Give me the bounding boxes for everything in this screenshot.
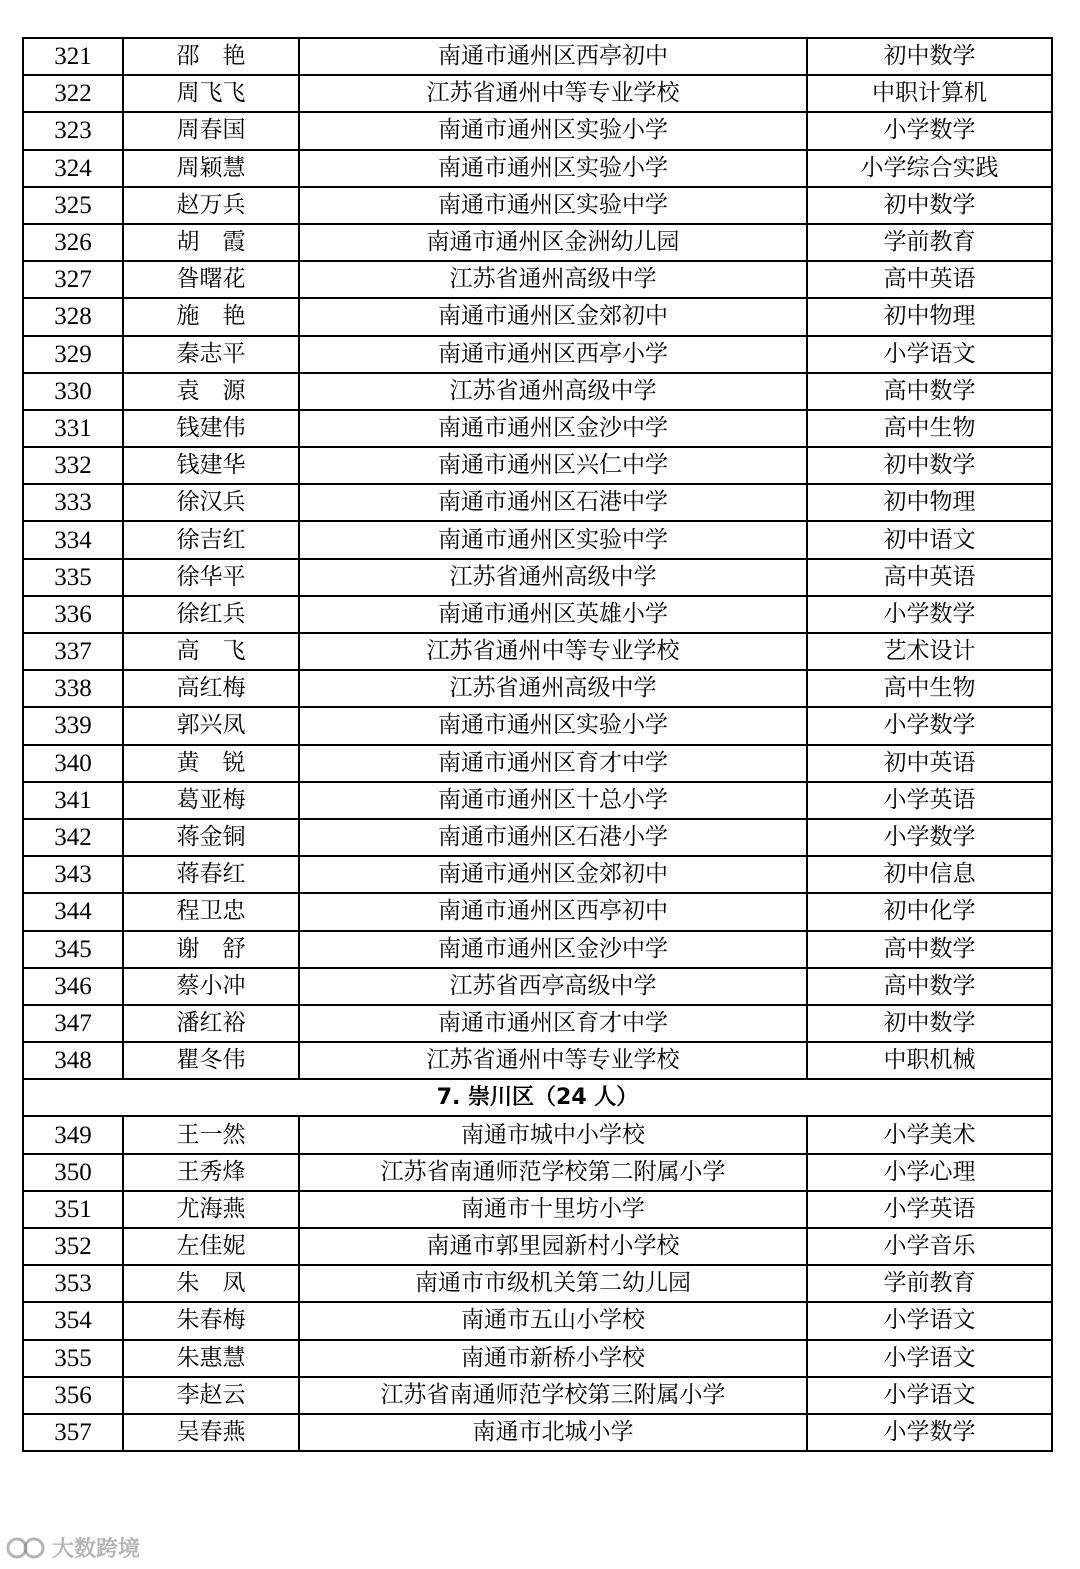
school-name: 南通市通州区实验小学 — [299, 112, 807, 149]
subject: 小学数学 — [807, 707, 1052, 744]
teacher-name: 高 飞 — [123, 633, 299, 670]
teacher-name: 施 艳 — [123, 298, 299, 335]
school-name: 江苏省通州中等专业学校 — [299, 633, 807, 670]
row-number: 350 — [23, 1154, 123, 1191]
school-name: 南通市通州区十总小学 — [299, 782, 807, 819]
teacher-name: 周飞飞 — [123, 75, 299, 112]
table-row — [23, 1265, 1052, 1302]
table-row — [23, 1302, 1052, 1339]
row-number: 324 — [23, 150, 123, 187]
teacher-name: 朱春梅 — [123, 1302, 299, 1339]
table-row — [23, 1116, 1052, 1153]
table-row — [23, 856, 1052, 893]
subject: 高中生物 — [807, 670, 1052, 707]
school-name: 江苏省通州高级中学 — [299, 670, 807, 707]
school-name: 南通市新桥小学校 — [299, 1340, 807, 1377]
table-row — [23, 782, 1052, 819]
school-name: 南通市通州区金沙中学 — [299, 410, 807, 447]
school-name: 南通市通州区西亭初中 — [299, 893, 807, 930]
teacher-name: 左佳妮 — [123, 1228, 299, 1265]
row-number: 348 — [23, 1042, 123, 1079]
table-row — [23, 373, 1052, 410]
teacher-name: 葛亚梅 — [123, 782, 299, 819]
teacher-name: 高红梅 — [123, 670, 299, 707]
subject: 高中英语 — [807, 559, 1052, 596]
school-name: 南通市通州区西亭小学 — [299, 336, 807, 373]
table-row — [23, 931, 1052, 968]
school-name: 江苏省通州中等专业学校 — [299, 75, 807, 112]
row-number: 338 — [23, 670, 123, 707]
row-number: 356 — [23, 1377, 123, 1414]
table-row — [23, 261, 1052, 298]
row-number: 351 — [23, 1191, 123, 1228]
row-number: 357 — [23, 1414, 123, 1451]
school-name: 江苏省通州中等专业学校 — [299, 1042, 807, 1079]
subject: 初中化学 — [807, 893, 1052, 930]
row-number: 345 — [23, 931, 123, 968]
teacher-name: 程卫忠 — [123, 893, 299, 930]
table-row — [23, 633, 1052, 670]
school-name: 江苏省南通师范学校第三附属小学 — [299, 1377, 807, 1414]
school-name: 南通市通州区石港中学 — [299, 484, 807, 521]
row-number: 328 — [23, 298, 123, 335]
subject: 艺术设计 — [807, 633, 1052, 670]
school-name: 南通市五山小学校 — [299, 1302, 807, 1339]
school-name: 南通市十里坊小学 — [299, 1191, 807, 1228]
table-body — [23, 38, 1052, 1451]
table-row — [23, 150, 1052, 187]
table-row — [23, 596, 1052, 633]
school-name: 江苏省通州高级中学 — [299, 261, 807, 298]
subject: 高中数学 — [807, 931, 1052, 968]
row-number: 342 — [23, 819, 123, 856]
table-row — [23, 447, 1052, 484]
school-name: 南通市通州区实验小学 — [299, 150, 807, 187]
table-row — [23, 484, 1052, 521]
table-row — [23, 187, 1052, 224]
teacher-name: 赵万兵 — [123, 187, 299, 224]
teacher-name: 徐华平 — [123, 559, 299, 596]
row-number: 353 — [23, 1265, 123, 1302]
subject: 高中生物 — [807, 410, 1052, 447]
subject: 小学数学 — [807, 596, 1052, 633]
teacher-name: 李赵云 — [123, 1377, 299, 1414]
table-row — [23, 745, 1052, 782]
subject: 中职计算机 — [807, 75, 1052, 112]
teacher-name: 蒋春红 — [123, 856, 299, 893]
row-number: 340 — [23, 745, 123, 782]
table-row — [23, 224, 1052, 261]
teacher-name: 尤海燕 — [123, 1191, 299, 1228]
row-number: 334 — [23, 521, 123, 558]
table-row — [23, 298, 1052, 335]
row-number: 322 — [23, 75, 123, 112]
row-number: 326 — [23, 224, 123, 261]
teacher-name: 周春国 — [123, 112, 299, 149]
subject: 初中数学 — [807, 447, 1052, 484]
subject: 学前教育 — [807, 224, 1052, 261]
row-number: 349 — [23, 1116, 123, 1153]
table-row — [23, 819, 1052, 856]
teacher-name: 胡 霞 — [123, 224, 299, 261]
table-row — [23, 336, 1052, 373]
subject: 初中数学 — [807, 1005, 1052, 1042]
school-name: 南通市通州区金郊初中 — [299, 856, 807, 893]
school-name: 南通市通州区石港小学 — [299, 819, 807, 856]
table-row — [23, 75, 1052, 112]
school-name: 南通市通州区金郊初中 — [299, 298, 807, 335]
row-number: 335 — [23, 559, 123, 596]
teacher-name: 吴春燕 — [123, 1414, 299, 1451]
row-number: 323 — [23, 112, 123, 149]
watermark-text: 大数跨境 — [52, 1537, 141, 1562]
teacher-name: 蒋金铜 — [123, 819, 299, 856]
subject: 小学语文 — [807, 1377, 1052, 1414]
subject: 初中英语 — [807, 745, 1052, 782]
school-name: 江苏省南通师范学校第二附属小学 — [299, 1154, 807, 1191]
subject: 中职机械 — [807, 1042, 1052, 1079]
row-number: 327 — [23, 261, 123, 298]
subject: 小学综合实践 — [807, 150, 1052, 187]
row-number: 352 — [23, 1228, 123, 1265]
table-row — [23, 968, 1052, 1005]
school-name: 江苏省通州高级中学 — [299, 559, 807, 596]
teacher-name: 钱建伟 — [123, 410, 299, 447]
teacher-name: 秦志平 — [123, 336, 299, 373]
teacher-name: 潘红裕 — [123, 1005, 299, 1042]
subject: 小学英语 — [807, 782, 1052, 819]
teacher-name: 蔡小冲 — [123, 968, 299, 1005]
subject: 小学心理 — [807, 1154, 1052, 1191]
section-title: 7. 崇川区（24 人） — [23, 1079, 1052, 1116]
teacher-name: 谢 舒 — [123, 931, 299, 968]
row-number: 346 — [23, 968, 123, 1005]
subject: 高中英语 — [807, 261, 1052, 298]
row-number: 343 — [23, 856, 123, 893]
row-number: 354 — [23, 1302, 123, 1339]
teacher-name: 徐红兵 — [123, 596, 299, 633]
row-number: 355 — [23, 1340, 123, 1377]
school-name: 南通市通州区育才中学 — [299, 745, 807, 782]
row-number: 341 — [23, 782, 123, 819]
table-row — [23, 112, 1052, 149]
row-number: 329 — [23, 336, 123, 373]
teacher-name: 袁 源 — [123, 373, 299, 410]
subject: 小学英语 — [807, 1191, 1052, 1228]
teacher-name: 徐汉兵 — [123, 484, 299, 521]
teacher-name: 黄 锐 — [123, 745, 299, 782]
teacher-name: 朱 凤 — [123, 1265, 299, 1302]
subject: 初中物理 — [807, 298, 1052, 335]
school-name: 南通市城中小学校 — [299, 1116, 807, 1153]
row-number: 321 — [23, 38, 123, 75]
table-row — [23, 1042, 1052, 1079]
subject: 初中语文 — [807, 521, 1052, 558]
subject: 初中信息 — [807, 856, 1052, 893]
table-row — [23, 1414, 1052, 1451]
school-name: 南通市市级机关第二幼儿园 — [299, 1265, 807, 1302]
school-name: 南通市通州区实验中学 — [299, 521, 807, 558]
teacher-name: 周颖慧 — [123, 150, 299, 187]
teacher-list-table — [22, 37, 1053, 1452]
school-name: 南通市通州区实验小学 — [299, 707, 807, 744]
school-name: 南通市通州区育才中学 — [299, 1005, 807, 1042]
school-name: 江苏省西亭高级中学 — [299, 968, 807, 1005]
table-row — [23, 707, 1052, 744]
subject: 初中数学 — [807, 187, 1052, 224]
table-row — [23, 38, 1052, 75]
table-row — [23, 670, 1052, 707]
row-number: 344 — [23, 893, 123, 930]
school-name: 南通市通州区英雄小学 — [299, 596, 807, 633]
subject: 初中数学 — [807, 38, 1052, 75]
table-row — [23, 1005, 1052, 1042]
row-number: 347 — [23, 1005, 123, 1042]
row-number: 325 — [23, 187, 123, 224]
subject: 小学数学 — [807, 1414, 1052, 1451]
subject: 小学语文 — [807, 336, 1052, 373]
subject: 小学数学 — [807, 112, 1052, 149]
row-number: 330 — [23, 373, 123, 410]
teacher-name: 徐吉红 — [123, 521, 299, 558]
row-number: 333 — [23, 484, 123, 521]
school-name: 南通市郭里园新村小学校 — [299, 1228, 807, 1265]
table-row — [23, 521, 1052, 558]
subject: 小学音乐 — [807, 1228, 1052, 1265]
subject: 小学数学 — [807, 819, 1052, 856]
table-row — [23, 1191, 1052, 1228]
table-row — [23, 410, 1052, 447]
teacher-name: 王一然 — [123, 1116, 299, 1153]
subject: 小学语文 — [807, 1302, 1052, 1339]
table-row — [23, 559, 1052, 596]
table-row — [23, 893, 1052, 930]
table-row — [23, 1154, 1052, 1191]
subject: 学前教育 — [807, 1265, 1052, 1302]
school-name: 南通市通州区兴仁中学 — [299, 447, 807, 484]
teacher-name: 昝曙花 — [123, 261, 299, 298]
row-number: 331 — [23, 410, 123, 447]
teacher-name: 瞿冬伟 — [123, 1042, 299, 1079]
table-row — [23, 1377, 1052, 1414]
school-name: 南通市通州区西亭初中 — [299, 38, 807, 75]
row-number: 336 — [23, 596, 123, 633]
school-name: 江苏省通州高级中学 — [299, 373, 807, 410]
subject: 初中物理 — [807, 484, 1052, 521]
teacher-name: 钱建华 — [123, 447, 299, 484]
teacher-name: 郭兴凤 — [123, 707, 299, 744]
section-header-row — [23, 1079, 1052, 1116]
school-name: 南通市通州区实验中学 — [299, 187, 807, 224]
school-name: 南通市通州区金沙中学 — [299, 931, 807, 968]
subject: 小学美术 — [807, 1116, 1052, 1153]
teacher-name: 朱惠慧 — [123, 1340, 299, 1377]
table-row — [23, 1228, 1052, 1265]
subject: 高中数学 — [807, 373, 1052, 410]
brand-logo-icon — [6, 1536, 46, 1560]
table-row — [23, 1340, 1052, 1377]
subject: 小学语文 — [807, 1340, 1052, 1377]
subject: 高中数学 — [807, 968, 1052, 1005]
school-name: 南通市北城小学 — [299, 1414, 807, 1451]
teacher-name: 王秀烽 — [123, 1154, 299, 1191]
row-number: 337 — [23, 633, 123, 670]
watermark — [6, 1532, 140, 1563]
row-number: 339 — [23, 707, 123, 744]
school-name: 南通市通州区金洲幼儿园 — [299, 224, 807, 261]
teacher-name: 邵 艳 — [123, 38, 299, 75]
row-number: 332 — [23, 447, 123, 484]
